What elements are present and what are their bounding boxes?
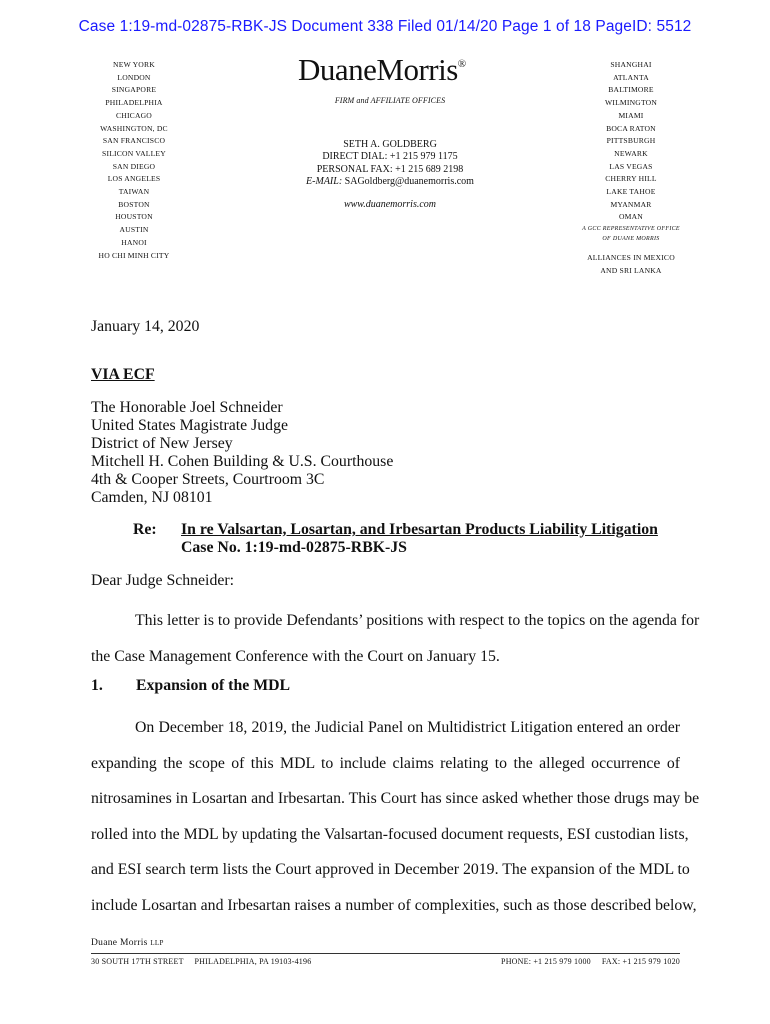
registered-mark: ® xyxy=(457,58,466,70)
address-line: 4th & Cooper Streets, Courtroom 3C xyxy=(91,471,325,488)
office-name: LONDON xyxy=(117,72,151,82)
footer-firm-name xyxy=(91,938,164,948)
email-address[interactable]: SAGoldberg@duanemorris.com xyxy=(344,176,474,188)
footer-phone-fax: PHONE: +1 215 979 1000 FAX: +1 215 979 1020 xyxy=(501,957,680,966)
office-name: NEW YORK xyxy=(113,60,155,69)
letter-date: January 14, 2020 xyxy=(91,318,200,335)
section-title: Expansion of the MDL xyxy=(136,677,291,694)
gcc-note: OF DUANE MORRIS xyxy=(602,236,660,243)
office-name: WASHINGTON, DC xyxy=(100,123,168,133)
paragraph-line: the Case Management Conference with the Court on January 15. xyxy=(91,647,500,665)
office-name: MIAMI xyxy=(618,110,644,120)
office-name: BOCA RATON xyxy=(606,123,656,133)
paragraph-line: expanding the scope of this MDL to include claims relating to the alleged occurrence of xyxy=(91,754,680,772)
email-line xyxy=(270,176,510,188)
paragraph-line: rolled into the MDL by updating the Valsartan-focused document requests, ESI custodian lists, xyxy=(91,825,689,843)
paragraph-line: include Losartan and Irbesartan raises a number of complexities, such as those described below, xyxy=(91,896,697,914)
section-paragraph xyxy=(91,710,700,924)
firm-logo xyxy=(298,52,466,88)
office-name: LAS VEGAS xyxy=(609,161,653,171)
office-name: OMAN xyxy=(618,212,643,222)
office-name: MYANMAR xyxy=(610,199,652,209)
direct-dial: DIRECT DIAL: +1 215 979 1175 xyxy=(322,151,458,163)
firm-offices-caption: FIRM and AFFILIATE OFFICES xyxy=(334,96,446,105)
office-name: CHICAGO xyxy=(116,110,152,120)
footer-address: 30 SOUTH 17TH STREET PHILADELPHIA, PA 19103-4196 xyxy=(91,957,312,966)
salutation: Dear Judge Schneider: xyxy=(91,572,234,589)
delivery-method: VIA ECF xyxy=(91,366,155,383)
office-name: SAN DIEGO xyxy=(112,161,156,171)
footer-divider xyxy=(91,953,680,954)
right-office-list xyxy=(571,59,691,278)
attorney-name: SETH A. GOLDBERG xyxy=(343,139,437,150)
office-name: NEWARK xyxy=(614,148,648,158)
website-link[interactable]: www.duanemorris.com xyxy=(343,199,437,210)
alliances-note: AND SRI LANKA xyxy=(600,265,662,275)
email-label: E-MAIL: xyxy=(306,176,343,188)
office-name: SINGAPORE xyxy=(111,85,157,95)
office-name: WILMINGTON xyxy=(604,98,658,108)
office-name: SILICON VALLEY xyxy=(102,148,166,158)
address-line: Mitchell H. Cohen Building & U.S. Courthouse xyxy=(91,453,394,470)
office-name: HANOI xyxy=(121,237,147,247)
office-name: HO CHI MINH CITY xyxy=(98,250,170,260)
paragraph-line: On December 18, 2019, the Judicial Panel on Multidistrict Litigation entered an order xyxy=(135,719,680,736)
court-filing-header: Case 1:19-md-02875-RBK-JS Document 338 Filed 01/14/20 Page 1 of 18 PageID: 5512 xyxy=(78,18,692,35)
office-name: LOS ANGELES xyxy=(107,174,161,184)
left-office-list xyxy=(84,59,184,262)
footer-firm-suffix: LLP xyxy=(150,939,164,947)
office-name: AUSTIN xyxy=(119,225,149,235)
re-label: Re: xyxy=(133,521,157,538)
office-name: SAN FRANCISCO xyxy=(102,136,166,146)
paragraph-line: and ESI search term lists the Court approved in December 2019. The expansion of the MDL to xyxy=(91,861,690,879)
attorney-contact-block xyxy=(270,139,510,189)
footer-firm: Duane Morris xyxy=(91,938,148,948)
office-name: SHANGHAI xyxy=(610,60,652,69)
office-name: LAKE TAHOE xyxy=(606,187,656,197)
office-name: PITTSBURGH xyxy=(606,136,656,146)
paragraph-line: nitrosamines in Losartan and Irbesartan. This Court has since asked whether those drugs may be xyxy=(91,790,700,808)
section-number: 1. xyxy=(91,677,103,694)
office-name: BALTIMORE xyxy=(608,85,654,95)
paragraph-line: This letter is to provide Defendants’ positions with respect to the topics on the agenda for xyxy=(135,612,700,629)
office-name: ATLANTA xyxy=(613,72,649,82)
section-heading xyxy=(91,677,291,695)
office-name: TAIWAN xyxy=(118,187,150,197)
office-name: CHERRY HILL xyxy=(605,174,657,184)
office-name: BOSTON xyxy=(118,199,150,209)
address-line: The Honorable Joel Schneider xyxy=(91,399,283,416)
recipient-address xyxy=(91,399,393,507)
logo-text: DuaneMorris xyxy=(298,52,458,87)
address-line: District of New Jersey xyxy=(91,435,233,452)
alliances-note: ALLIANCES IN MEXICO xyxy=(587,253,675,263)
intro-paragraph xyxy=(91,603,700,674)
personal-fax: PERSONAL FAX: +1 215 689 2198 xyxy=(316,163,464,175)
spacer xyxy=(571,244,691,252)
re-case-number: Case No. 1:19-md-02875-RBK-JS xyxy=(181,539,407,556)
gcc-note: A GCC REPRESENTATIVE OFFICE xyxy=(582,226,680,233)
office-name: HOUSTON xyxy=(115,212,153,222)
address-line: Camden, NJ 08101 xyxy=(91,489,213,506)
re-title: In re Valsartan, Losartan, and Irbesartan Products Liability Litigation xyxy=(181,521,658,538)
address-line: United States Magistrate Judge xyxy=(91,417,288,434)
office-name: PHILADELPHIA xyxy=(105,98,163,108)
